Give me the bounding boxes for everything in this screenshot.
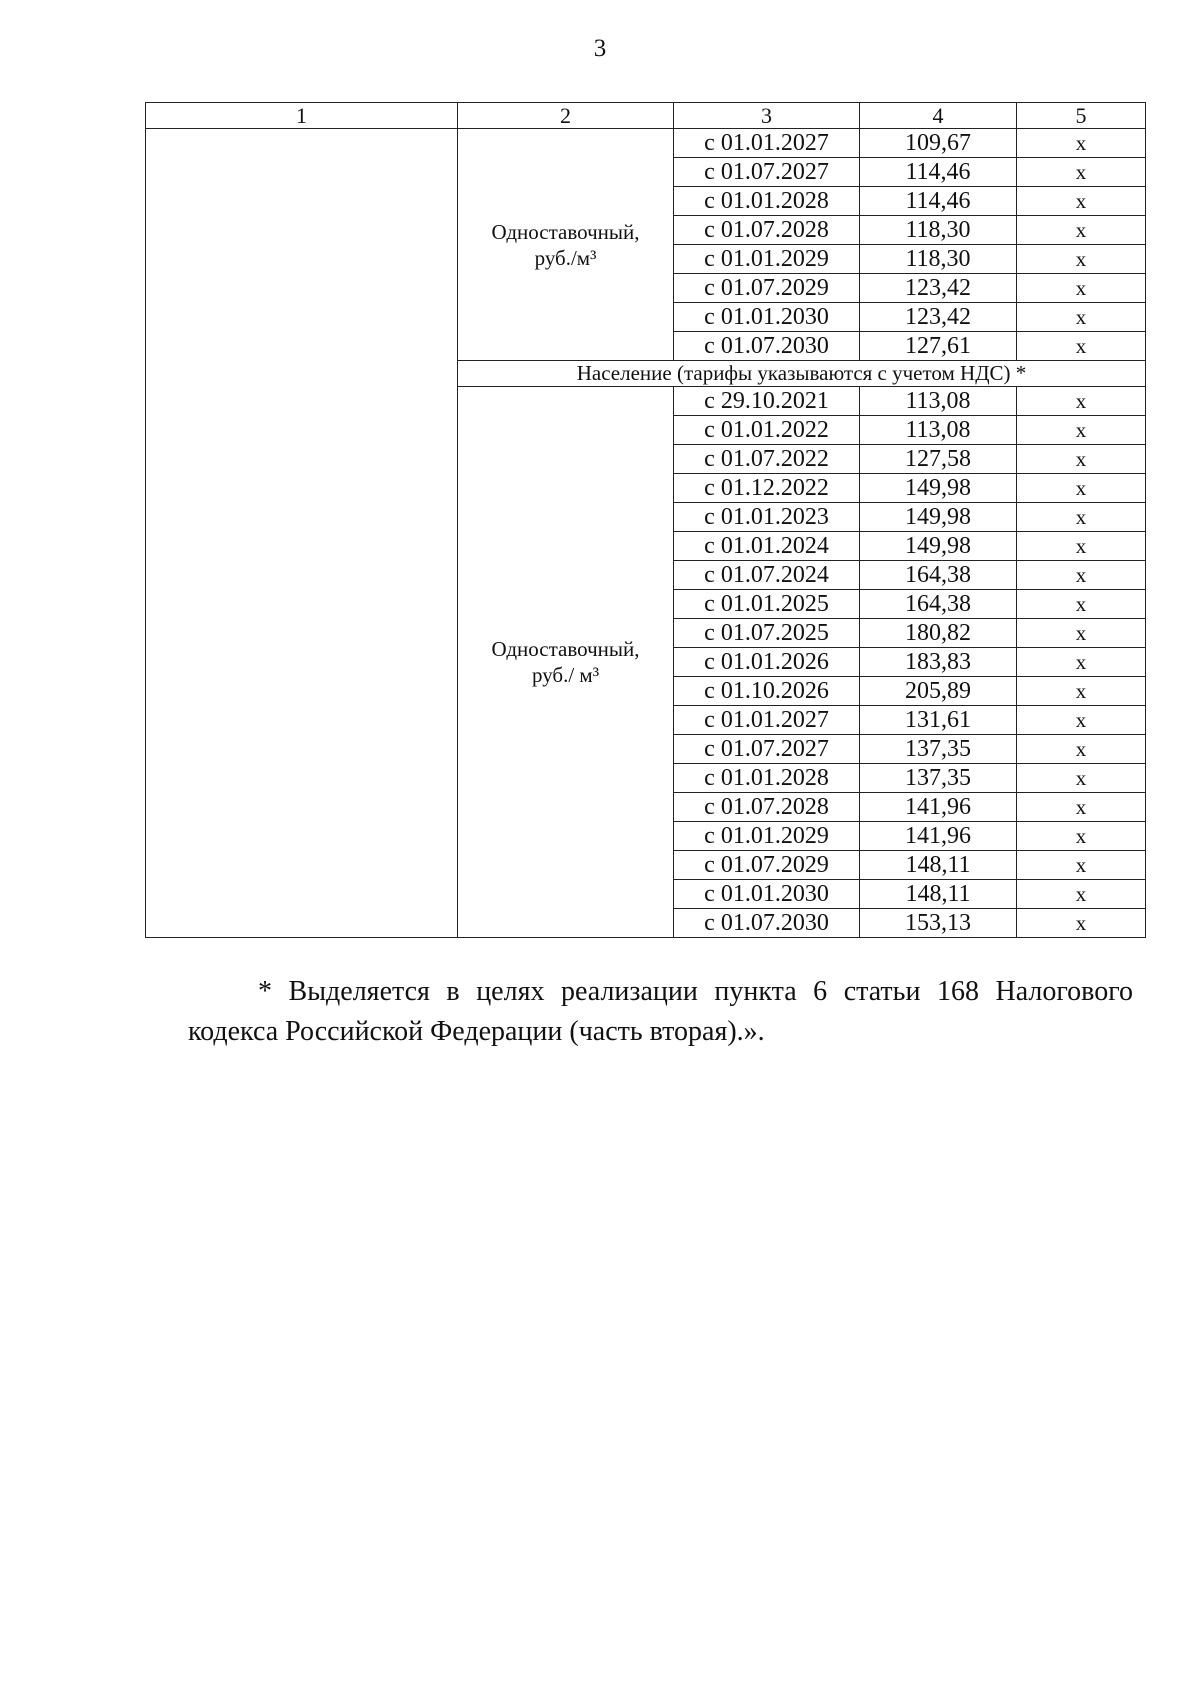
mark-cell: х [1017,303,1146,332]
tariff-value-cell: 205,89 [860,677,1017,706]
date-cell: с 29.10.2021 [674,387,860,416]
rate-type-label: Одноставочный, [491,637,640,661]
column-header-1: 1 [146,103,458,129]
tariff-value-cell: 127,58 [860,445,1017,474]
date-cell: с 01.01.2027 [674,706,860,735]
page-number: 3 [593,35,607,62]
mark-cell: х [1017,648,1146,677]
rate-type-cell [458,129,674,361]
rate-type-label: Одноставочный, [491,219,640,244]
mark-cell: х [1017,274,1146,303]
mark-cell: х [1017,764,1146,793]
rate-type-cell [458,387,674,938]
mark-cell: х [1017,474,1146,503]
tariff-value-cell: 109,67 [860,129,1017,158]
mark-cell: х [1017,129,1146,158]
tariff-value-cell: 149,98 [860,532,1017,561]
mark-cell: х [1017,245,1146,274]
column-header-2: 2 [458,103,674,129]
tariff-value-cell: 148,11 [860,851,1017,880]
mark-cell: х [1017,387,1146,416]
mark-cell: х [1017,561,1146,590]
mark-cell: х [1017,216,1146,245]
date-cell: с 01.01.2029 [674,822,860,851]
tariff-value-cell: 127,61 [860,332,1017,361]
date-cell: с 01.07.2022 [674,445,860,474]
tariff-value-cell: 118,30 [860,245,1017,274]
tariff-value-cell: 113,08 [860,416,1017,445]
mark-cell: х [1017,619,1146,648]
tariff-value-cell: 141,96 [860,822,1017,851]
mark-cell: х [1017,503,1146,532]
mark-cell: х [1017,445,1146,474]
tariff-value-cell: 148,11 [860,880,1017,909]
date-cell: с 01.10.2026 [674,677,860,706]
date-cell: с 01.07.2029 [674,274,860,303]
date-cell: с 01.07.2028 [674,216,860,245]
footnote: * Выделяется в целях реализации пункта 6 статьи 168 Налогового кодекса Российской Федерации (часть вторая).». [188,976,1133,1047]
date-cell: с 01.01.2030 [674,303,860,332]
date-cell: с 01.12.2022 [674,474,860,503]
tariff-value-cell: 153,13 [860,909,1017,938]
tariff-value-cell: 164,38 [860,590,1017,619]
column-header-5: 5 [1017,103,1146,129]
date-cell: с 01.01.2030 [674,880,860,909]
column-header-4: 4 [860,103,1017,129]
date-cell: с 01.01.2023 [674,503,860,532]
mark-cell: х [1017,851,1146,880]
tariff-value-cell: 137,35 [860,735,1017,764]
tariff-value-cell: 123,42 [860,274,1017,303]
tariff-value-cell: 118,30 [860,216,1017,245]
date-cell: с 01.07.2027 [674,158,860,187]
mark-cell: х [1017,532,1146,561]
rate-unit-label: руб./м³ [534,245,597,270]
tariff-value-cell: 113,08 [860,387,1017,416]
date-cell: с 01.07.2025 [674,619,860,648]
date-cell: с 01.07.2029 [674,851,860,880]
mark-cell: х [1017,332,1146,361]
date-cell: с 01.01.2025 [674,590,860,619]
table-header-row [146,103,1146,129]
date-cell: с 01.07.2028 [674,793,860,822]
date-cell: с 01.07.2024 [674,561,860,590]
date-cell: с 01.07.2030 [674,332,860,361]
mark-cell: х [1017,706,1146,735]
section-title: Население (тарифы указываются с учетом НДС) * [458,361,1146,387]
date-cell: с 01.07.2030 [674,909,860,938]
tariff-value-cell: 149,98 [860,503,1017,532]
date-cell: с 01.01.2024 [674,532,860,561]
mark-cell: х [1017,590,1146,619]
mark-cell: х [1017,735,1146,764]
date-cell: с 01.01.2026 [674,648,860,677]
tariff-table [145,102,1146,938]
mark-cell: х [1017,677,1146,706]
date-cell: с 01.01.2022 [674,416,860,445]
tariff-value-cell: 114,46 [860,187,1017,216]
date-cell: с 01.01.2028 [674,187,860,216]
mark-cell: х [1017,880,1146,909]
tariff-value-cell: 141,96 [860,793,1017,822]
mark-cell: х [1017,793,1146,822]
tariff-value-cell: 114,46 [860,158,1017,187]
tariff-value-cell: 137,35 [860,764,1017,793]
mark-cell: х [1017,822,1146,851]
tariff-value-cell: 123,42 [860,303,1017,332]
tariff-value-cell: 180,82 [860,619,1017,648]
date-cell: с 01.01.2029 [674,245,860,274]
mark-cell: х [1017,158,1146,187]
table-row [146,129,1146,158]
column-header-3: 3 [674,103,860,129]
empty-column-1-cell [146,129,458,938]
tariff-value-cell: 149,98 [860,474,1017,503]
date-cell: с 01.01.2028 [674,764,860,793]
mark-cell: х [1017,187,1146,216]
mark-cell: х [1017,909,1146,938]
tariff-value-cell: 183,83 [860,648,1017,677]
rate-unit-label: руб./ м³ [531,663,600,687]
date-cell: с 01.07.2027 [674,735,860,764]
tariff-value-cell: 131,61 [860,706,1017,735]
mark-cell: х [1017,416,1146,445]
tariff-value-cell: 164,38 [860,561,1017,590]
date-cell: с 01.01.2027 [674,129,860,158]
